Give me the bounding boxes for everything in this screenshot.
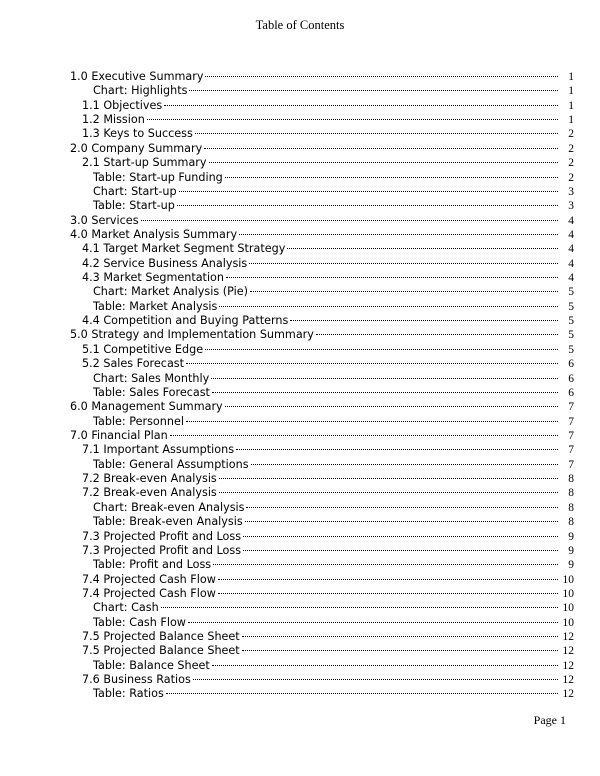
toc-entry-page-number: 9 [568,530,574,543]
toc-entry[interactable] [66,501,574,515]
toc-entry-page-number: 9 [568,559,574,572]
toc-entry-label: Chart: Highlights [93,84,188,98]
toc-entry[interactable] [66,142,574,156]
toc-entry-label: 7.1 Important Assumptions [82,443,235,457]
dot-leader [186,421,558,422]
toc-entry-page-number: 6 [568,372,574,385]
toc-entry-page-number: 8 [568,473,574,486]
toc-entry-label: 3.0 Services [70,213,139,227]
toc-entry-label: 1.2 Mission [82,113,145,127]
toc-entry-page-number: 5 [568,300,574,313]
toc-entry[interactable] [66,558,574,572]
toc-entry[interactable] [66,616,574,630]
dot-leader [218,579,558,580]
toc-entry[interactable] [66,530,574,544]
dot-leader [225,406,558,407]
toc-entry[interactable] [66,171,574,185]
toc-entry-label: 1.0 Executive Summary [70,70,204,83]
toc-entry-page-number: 8 [568,516,574,529]
toc-entry-label: 2.1 Start-up Summary [82,156,207,170]
dot-leader [195,133,558,134]
toc-entry-label: 7.0 Financial Plan [70,428,168,442]
dot-leader [213,564,558,565]
toc-entry-page-number: 4 [568,257,574,270]
toc-entry[interactable] [66,228,574,242]
toc-entry-label: 7.4 Projected Cash Flow [82,586,216,600]
toc-entry[interactable] [66,673,574,687]
toc-entry-label: Table: Sales Forecast [93,385,210,399]
toc-entry-page-number: 12 [562,645,574,658]
toc-entry-page-number: 8 [568,501,574,514]
toc-entry-label: 5.2 Sales Forecast [82,357,185,371]
dot-leader [205,76,558,77]
page-number-footer: Page 1 [533,713,566,727]
toc-entry-page-number: 5 [568,315,574,328]
toc-entry-label: Table: Personnel [93,414,184,428]
dot-leader [141,220,558,221]
dot-leader [251,464,558,465]
toc-entry[interactable] [66,443,574,457]
toc-entry[interactable] [66,587,574,601]
dot-leader [316,334,558,335]
toc-entry[interactable] [66,257,574,271]
toc-entry-page-number: 7 [568,401,574,414]
toc-entry-page-number: 7 [568,415,574,428]
toc-entry[interactable] [66,515,574,529]
toc-entry-page-number: 4 [568,272,574,285]
dot-leader [290,320,558,321]
toc-entry-page-number: 10 [562,616,574,629]
toc-entry[interactable] [66,84,574,98]
toc-entry[interactable] [66,458,574,472]
dot-leader [212,392,558,393]
toc-entry[interactable] [66,285,574,299]
dot-leader [212,665,558,666]
dot-leader [219,306,558,307]
dot-leader [245,521,558,522]
toc-entry-label: 7.2 Break-even Analysis [82,472,217,486]
dot-leader [242,650,558,651]
toc-entry-page-number: 5 [568,343,574,356]
dot-leader [209,162,558,163]
toc-entry-label: Table: Break-even Analysis [93,515,243,529]
toc-entry[interactable] [66,357,574,371]
toc-entry-page-number: 2 [568,157,574,170]
toc-entry-page-number: 4 [568,243,574,256]
toc-entry[interactable] [66,214,574,228]
toc-entry-page-number: 5 [568,286,574,299]
toc-entry-label: 4.4 Competition and Buying Patterns [82,314,289,328]
toc-entry-page-number: 3 [568,200,574,213]
toc-entry-page-number: 10 [562,587,574,600]
toc-entry[interactable] [66,199,574,213]
toc-entry[interactable] [66,300,574,314]
toc-entry[interactable] [66,601,574,615]
toc-entry[interactable] [66,70,574,84]
dot-leader [225,177,558,178]
toc-entry-label: 1.1 Objectives [82,98,163,112]
dot-leader [250,291,558,292]
toc-entry-page-number: 2 [568,142,574,155]
dot-leader [179,191,558,192]
toc-entry-page-number: 2 [568,128,574,141]
toc-entry[interactable] [66,185,574,199]
toc-entry-page-number: 6 [568,358,574,371]
toc-entry[interactable] [66,400,574,414]
toc-entry[interactable] [66,314,574,328]
toc-entry[interactable] [66,573,574,587]
toc-entry-page-number: 12 [562,688,574,701]
dot-leader [243,550,558,551]
toc-entry-label: Table: Profit and Loss [93,558,212,572]
toc-entry-page-number: 6 [568,386,574,399]
toc-entry[interactable] [66,472,574,486]
dot-leader [239,234,558,235]
toc-entry[interactable] [66,644,574,658]
toc-entry-page-number: 1 [568,71,574,83]
toc-entry-label: 5.0 Strategy and Implementation Summary [70,328,314,342]
toc-entry-label: 7.2 Break-even Analysis [82,486,217,500]
dot-leader [188,622,558,623]
dot-leader [243,536,558,537]
dot-leader [204,148,558,149]
toc-entry-page-number: 4 [568,228,574,241]
dot-leader [211,378,558,379]
toc-entry-label: Table: Start-up Funding [93,170,223,184]
toc-entry-label: 1.3 Keys to Success [82,127,193,141]
toc-entry-page-number: 7 [568,444,574,457]
toc-entry-label: 7.4 Projected Cash Flow [82,572,216,586]
toc-entry[interactable] [66,127,574,141]
toc-entry[interactable] [66,429,574,443]
toc-entry[interactable] [66,113,574,127]
toc-entry-label: 2.0 Company Summary [70,141,203,155]
toc-entry[interactable] [66,386,574,400]
toc-entry-page-number: 1 [568,114,574,127]
toc-entry-page-number: 12 [562,674,574,687]
toc-entry[interactable] [66,544,574,558]
dot-leader [246,507,558,508]
dot-leader [226,277,558,278]
toc-entry-page-number: 1 [568,99,574,112]
dot-leader [205,349,558,350]
dot-leader [236,449,558,450]
toc-entry[interactable] [66,630,574,644]
dot-leader [242,636,558,637]
toc-entry-page-number: 1 [568,85,574,98]
toc-entry[interactable] [66,343,574,357]
toc-entry-label: 4.0 Market Analysis Summary [70,227,238,241]
toc-entry-label: 4.3 Market Segmentation [82,271,224,285]
toc-entry-label: Chart: Market Analysis (Pie) [93,285,248,299]
toc-entry-label: Table: Ratios [93,687,164,701]
toc-entry-label: 6.0 Management Summary [70,400,223,414]
toc-entry-page-number: 12 [562,659,574,672]
toc-entry-label: 7.5 Projected Balance Sheet [82,644,240,658]
table-of-contents [66,70,574,702]
toc-entry[interactable] [66,687,574,701]
toc-entry-label: 7.6 Business Ratios [82,673,191,687]
toc-entry-page-number: 5 [568,329,574,342]
dot-leader [177,205,558,206]
toc-entry-page-number: 7 [568,458,574,471]
toc-entry-page-number: 4 [568,214,574,227]
dot-leader [219,492,558,493]
toc-entry-label: Chart: Break-even Analysis [93,500,245,514]
dot-leader [147,119,558,120]
toc-entry-label: 4.2 Service Business Analysis [82,256,248,270]
toc-entry-page-number: 12 [562,631,574,644]
dot-leader [164,105,558,106]
toc-entry-page-number: 10 [562,602,574,615]
toc-entry-page-number: 3 [568,185,574,198]
dot-leader [189,90,558,91]
toc-entry-label: 5.1 Competitive Edge [82,342,204,356]
toc-entry-page-number: 7 [568,429,574,442]
dot-leader [249,263,558,264]
toc-entry[interactable] [66,486,574,500]
toc-entry[interactable] [66,271,574,285]
dot-leader [219,478,558,479]
dot-leader [218,593,558,594]
toc-entry-page-number: 9 [568,544,574,557]
toc-entry[interactable] [66,415,574,429]
toc-entry-page-number: 8 [568,487,574,500]
toc-entry-label: Chart: Cash [93,601,159,615]
dot-leader [287,248,558,249]
toc-entry-label: Chart: Start-up [93,184,177,198]
toc-entry[interactable] [66,242,574,256]
page-title: Table of Contents [255,18,345,32]
dot-leader [170,435,558,436]
toc-entry-label: 7.3 Projected Profit and Loss [82,529,242,543]
toc-entry-label: Table: Market Analysis [93,299,218,313]
toc-entry[interactable] [66,328,574,342]
toc-entry-page-number: 2 [568,171,574,184]
toc-entry-label: 4.1 Target Market Segment Strategy [82,242,286,256]
toc-entry[interactable] [66,659,574,673]
toc-entry-label: Table: Balance Sheet [93,658,210,672]
dot-leader [193,679,558,680]
dot-leader [166,693,558,694]
toc-entry-page-number: 10 [562,573,574,586]
toc-entry[interactable] [66,99,574,113]
toc-entry-label: Table: Cash Flow [93,615,186,629]
toc-entry[interactable] [66,156,574,170]
toc-entry-label: 7.3 Projected Profit and Loss [82,543,242,557]
toc-entry-label: 7.5 Projected Balance Sheet [82,630,240,644]
toc-entry-label: Chart: Sales Monthly [93,371,210,385]
toc-entry-label: Table: General Assumptions [93,457,249,471]
toc-entry[interactable] [66,372,574,386]
dot-leader [161,607,558,608]
dot-leader [186,363,558,364]
toc-entry-label: Table: Start-up [93,199,175,213]
